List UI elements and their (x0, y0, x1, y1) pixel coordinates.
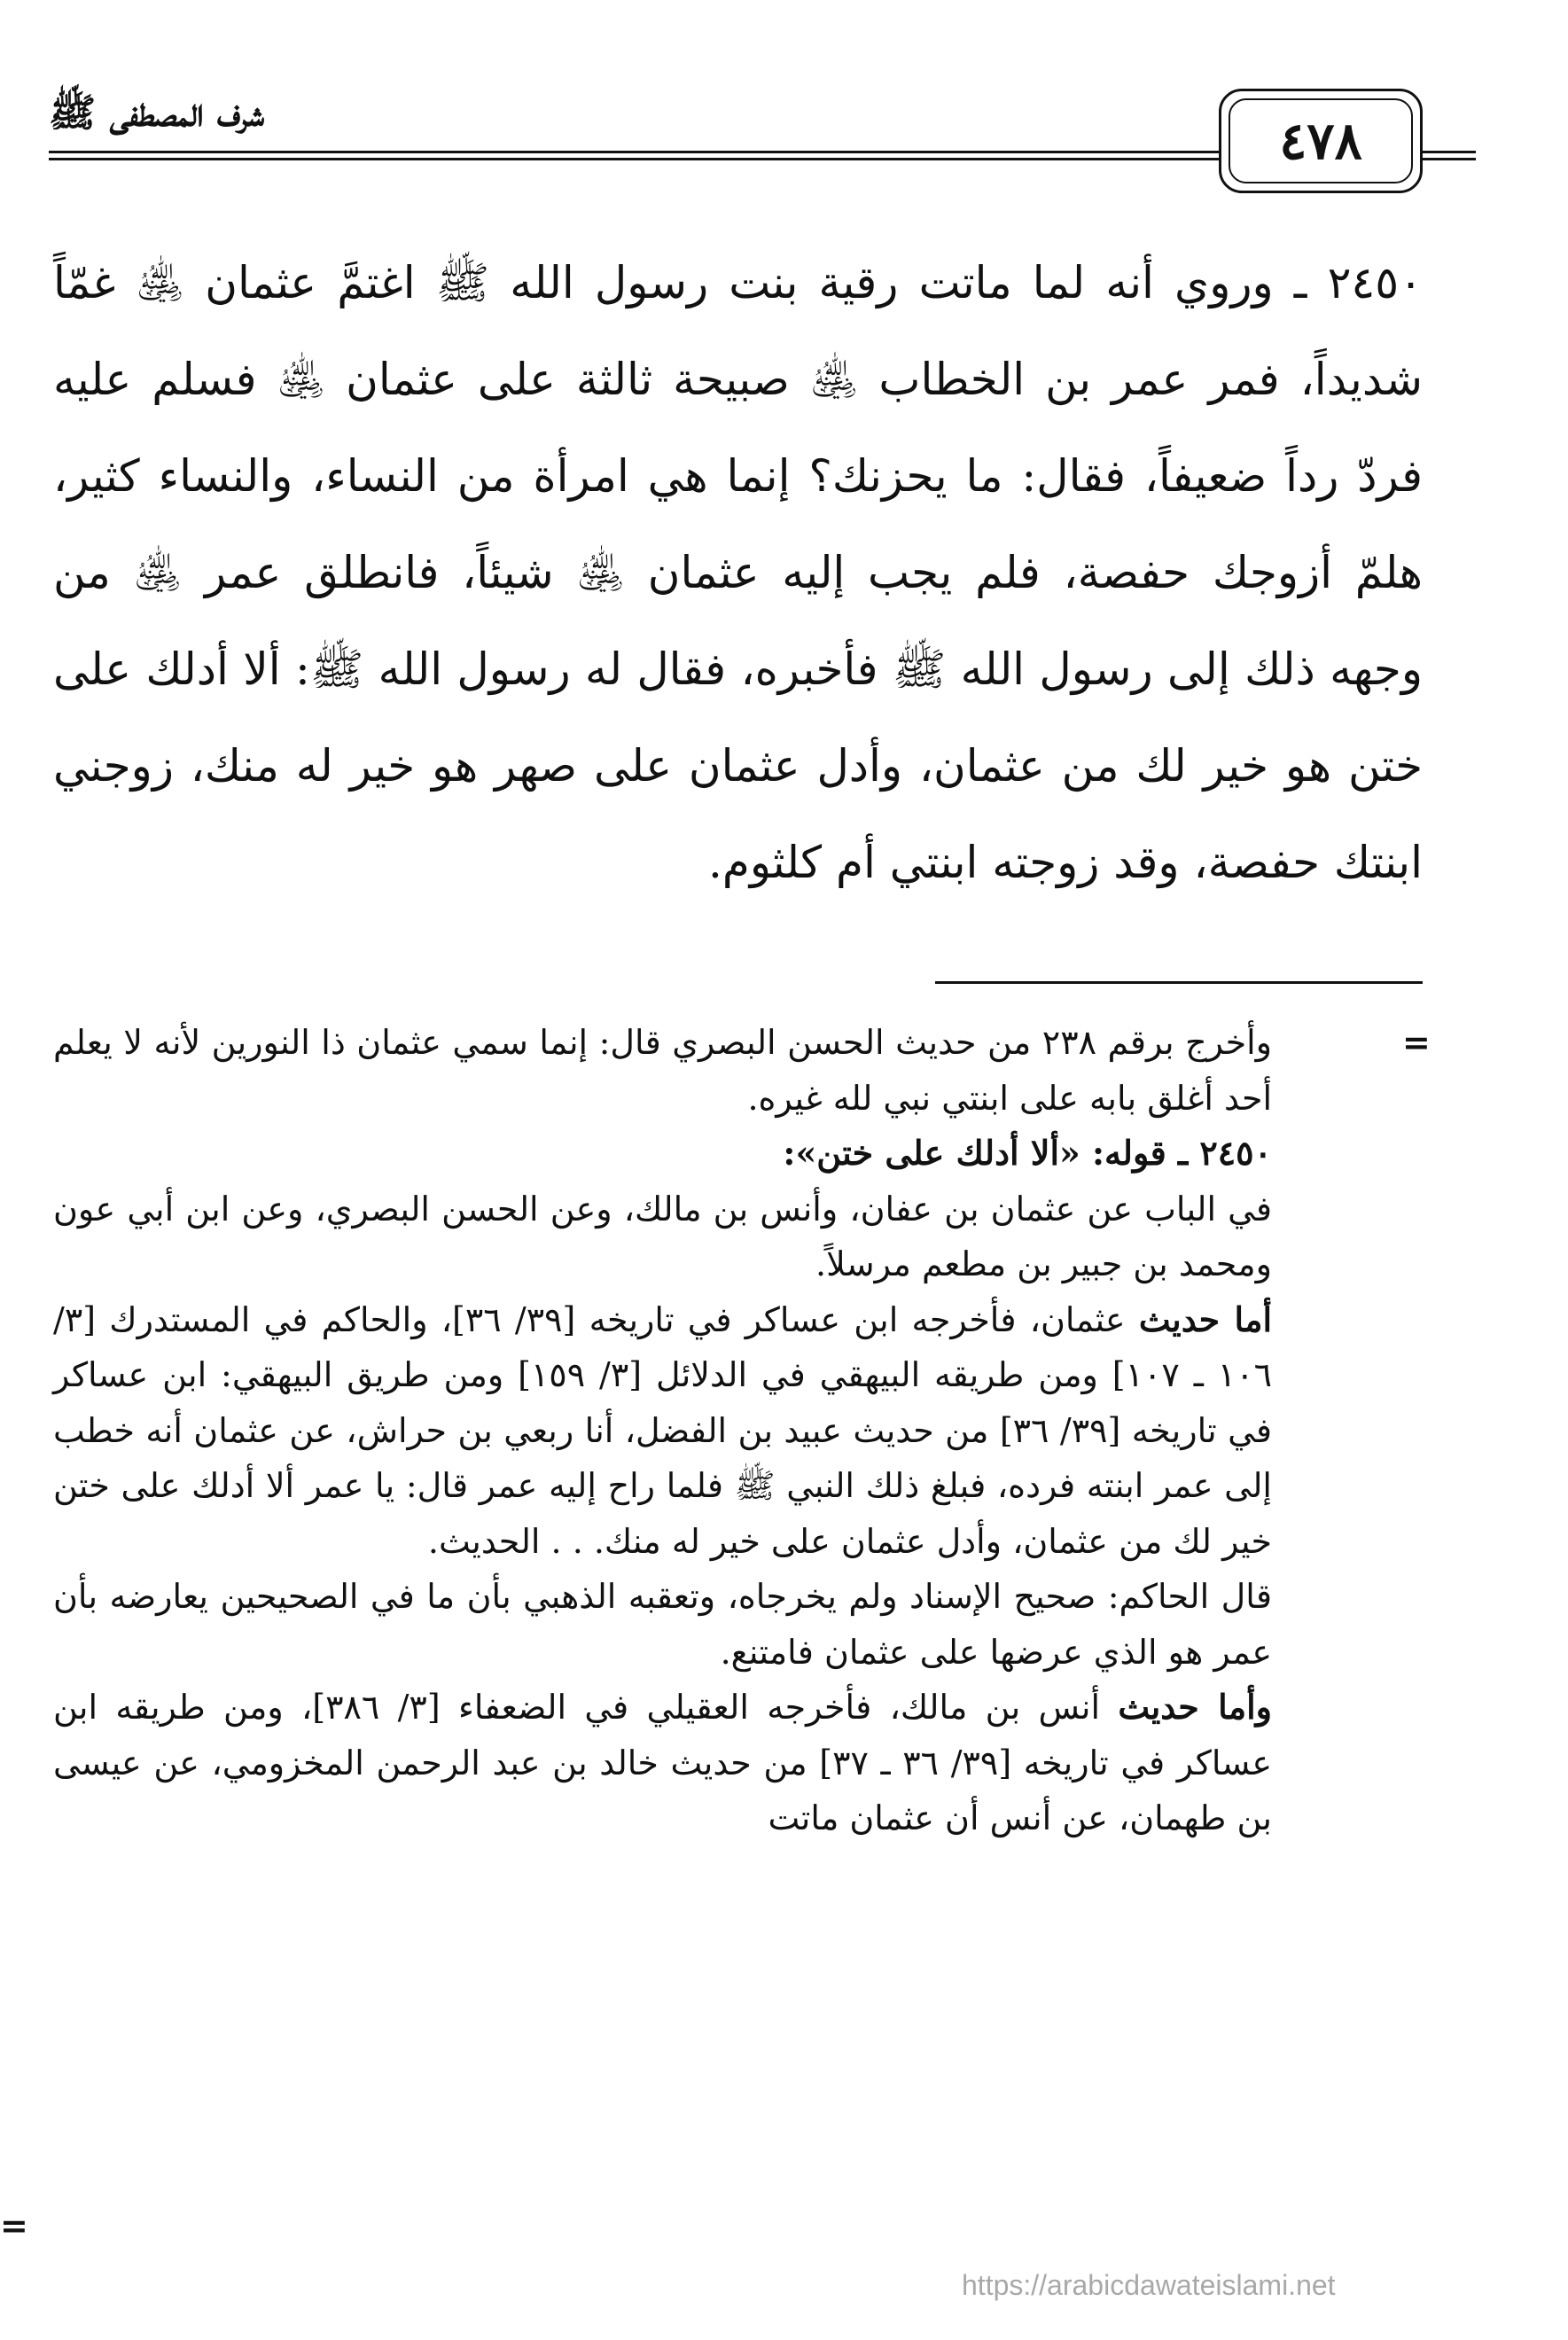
page-header (49, 71, 1423, 204)
page-number (1219, 89, 1423, 193)
note-paragraph (53, 1292, 1272, 1570)
page-number-text: ٤٧٨ (1279, 111, 1362, 171)
note-paragraph: في الباب عن عثمان بن عفان، وأنس بن مالك، وعن الحسن البصري، وعن ابن أبي عون ومحمد بن جبير بن مطعم مرسلاً. (53, 1189, 1272, 1283)
note-paragraph: قال الحاكم: صحيح الإسناد ولم يخرجاه، وتعقبه الذهبي بأن ما في الصحيحين يعارضه بأن عمر هو الذي عرضها على عثمان فامتنع. (53, 1577, 1272, 1672)
note-lead: وأما حديث (1118, 1687, 1272, 1727)
header-rule (1423, 158, 1476, 160)
footnote-carryover: وأخرج برقم ٢٣٨ من حديث الحسن البصري قال: إنما سمي عثمان ذا النورين لأنه لا يعلم أحد أغلق بابه على ابنتي نبي لله غيره. (53, 1023, 1272, 1118)
footnotes (53, 1015, 1272, 1846)
header-rule (49, 151, 1219, 153)
hadith-paragraph: ٢٤٥٠ ـ وروي أنه لما ماتت رقية بنت رسول الله ﷺ اغتمَّ عثمان ﵁ غمّاً شديداً، فمر عمر بن الخطاب ﵁ صبيحة ثالثة على عثمان ﵁ فسلم عليه فردّ رداً ضعيفاً، فقال: ما يحزنك؟ إنما هي امرأة من النساء، والنساء كثير، هلمّ أزوجك حفصة، فلم يجب إليه عثمان ﵁ شيئاً، فانطلق عمر ﵁ من وجهه ذلك إلى رسول الله ﷺ فأخبره، فقال له رسول الله ﷺ: ألا أدلك على ختن هو خير لك من عثمان، وأدل عثمان على صهر هو خير له منك، زوجني ابنتك حفصة، وقد زوجته ابنتي أم كلثوم. (53, 257, 1423, 888)
note-paragraph (53, 1680, 1272, 1846)
note-text: عثمان، فأخرجه ابن عساكر في تاريخه [٣٩/ ٣٦]، والحاكم في المستدرك [٣/ ١٠٦ ـ ١٠٧] ومن طريقه البيهقي في الدلائل [٣/ ١٥٩] ومن طريق البيهقي: ابن عساكر في تاريخه [٣٩/ ٣٦] من حديث عبيد بن الفضل، أنا ربعي بن حراش، عن عثمان أنه خطب إلى عمر ابنته فرده، فبلغ ذلك النبي ﷺ فلما راح إليه عمر قال: يا عمر ألا أدلك على ختن خير لك من عثمان، وأدل عثمان على خير له منك. . . الحديث. (53, 1299, 1272, 1561)
watermark-url: https://arabicdawateislami.net (962, 2269, 1336, 2301)
main-text (53, 235, 1423, 911)
continuation-mark: = (1402, 1022, 1431, 1062)
note-heading: ٢٤٥٠ ـ قوله: «ألا أدلك على ختن»: (783, 1133, 1272, 1173)
footnote-separator (935, 981, 1423, 984)
header-rule (1423, 151, 1476, 153)
note-lead: أما حديث (1138, 1299, 1272, 1339)
running-title: شرف المصطفى ﷺ (49, 90, 265, 136)
header-rule (49, 158, 1219, 160)
continuation-mark-bottom: = (0, 2205, 28, 2245)
note-text: أنس بن مالك، فأخرجه العقيلي في الضعفاء [٣/ ٣٨٦]، ومن طريقه ابن عساكر في تاريخه [٣٩/ ٣٦ ـ ٣٧] من حديث خالد بن عبد الرحمن المخزومي، عن عيسى بن طهمان، عن أنس أن عثمان ماتت (53, 1688, 1272, 1837)
